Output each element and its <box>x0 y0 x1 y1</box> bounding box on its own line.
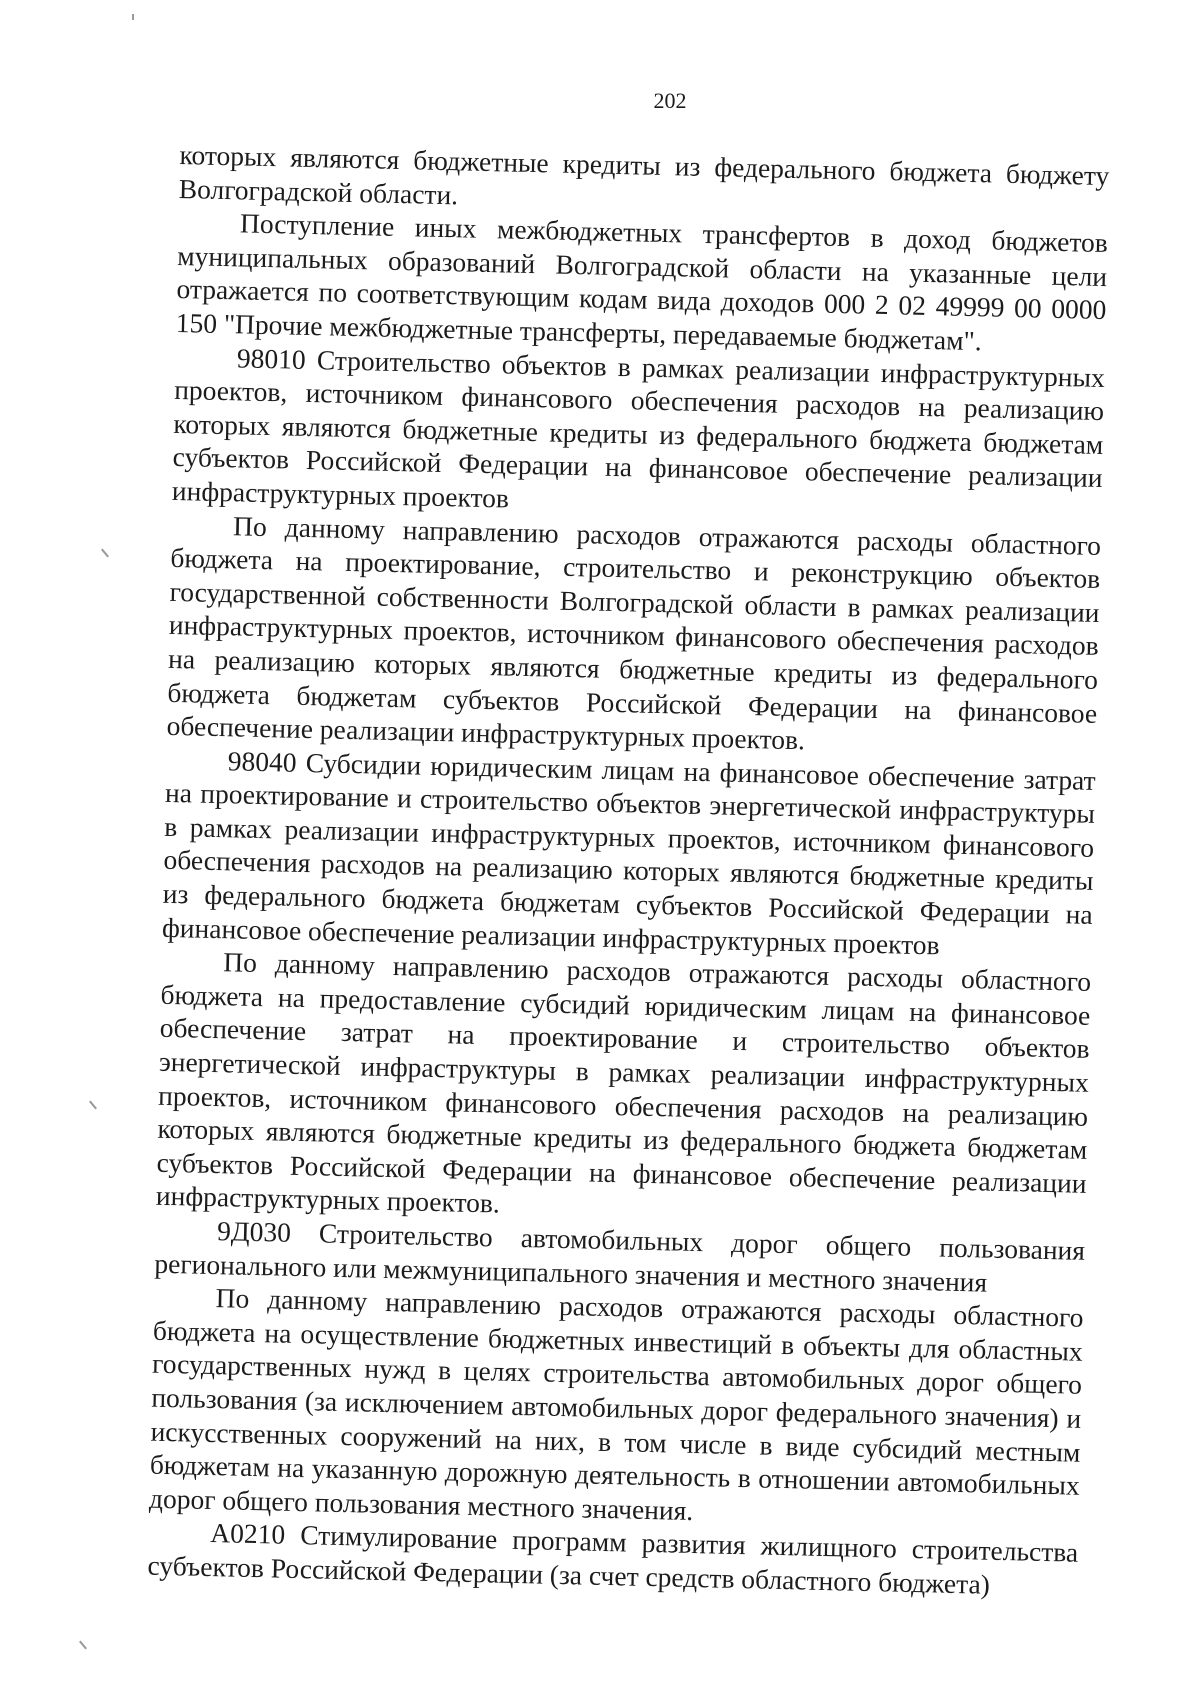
paragraph: По данному направлению расходов отражаются расходы областного бюджета на проектирование, строительство и реконструкцию объектов государственной собственности Волгоградской области в рамках реализации инфраструктурных проектов, источником финансового обеспечения расходов на реализацию которых являются бюджетные кредиты из федерального бюджета бюджетам субъектов Российской Федерации на финансовое обеспечение реализации инфраструктурных проектов. <box>166 509 1102 756</box>
document-body <box>147 138 1110 1603</box>
scan-speck <box>79 1641 87 1650</box>
section-heading-a0210: А0210 Стимулирование программ развития жилищного строительства субъектов Российской Федерации (за счет средств областного бюджета) <box>147 1517 1079 1600</box>
scan-speck <box>89 1101 97 1110</box>
scan-speck <box>101 549 109 558</box>
page-number: 202 <box>653 88 687 113</box>
paragraph: По данному направлению расходов отражаются расходы областного бюджета на предоставление субсидий юридическим лицам на финансовое обеспечение затрат на проектирование и строительство объектов энергетической инфраструктуры в рамках реализации инфраструктурных проектов, источником финансового обеспечения расходов на реализацию которых являются бюджетные кредиты из федерального бюджета бюджетам субъектов Российской Федерации на финансовое обеспечение реализации инфраструктурных проектов. <box>155 946 1092 1219</box>
scan-speck <box>132 14 134 20</box>
section-heading-98010: 98010 Строительство объектов в рамках реализации инфраструктурных проектов, источником финансового обеспечения расходов на реализацию которых являются бюджетные кредиты из федерального бюджета бюджетам субъектов Российской Федерации на финансовое обеспечение реализации инфраструктурных проектов <box>171 341 1106 514</box>
paragraph: По данному направлению расходов отражаются расходы областного бюджета на осуществление бюджетных инвестиций в объекты для областных государственных нужд в целях строительства автомобильных дорог общего пользования (за исключением автомобильных дорог федерального значения) и искусственных сооружений на них, в том числе в виде субсидий местным бюджетам на указанную дорожную деятельность в отношении автомобильных дорог общего пользования местного значения. <box>148 1282 1084 1526</box>
section-heading-98040: 98040 Субсидии юридическим лицам на финансовое обеспечение затрат на проектирование и строительство объектов энергетической инфраструктуры в рамках реализации инфраструктурных проектов, источником финансового обеспечения расходов на реализацию которых являются бюджетные кредиты из федерального бюджета бюджетам субъектов Российской Федерации на финансовое обеспечение реализации инфраструктурных проектов <box>161 744 1097 961</box>
section-heading-9d030: 9Д030 Строительство автомобильных дорог общего пользования регионального или межмуниципального значения и местного значения <box>154 1215 1086 1298</box>
paragraph-continuation: которых являются бюджетные кредиты из федерального бюджета бюджету Волгоградской области. <box>178 138 1110 210</box>
paragraph: Поступление иных межбюджетных трансфертов в доход бюджетов муниципальных образований Волгоградской области на указанные цели отражается по соответствующим кодам вида доходов 000 2 02 49999 00 0000 150 "Прочие межбюджетные трансферты, передаваемые бюджетам". <box>175 207 1109 357</box>
